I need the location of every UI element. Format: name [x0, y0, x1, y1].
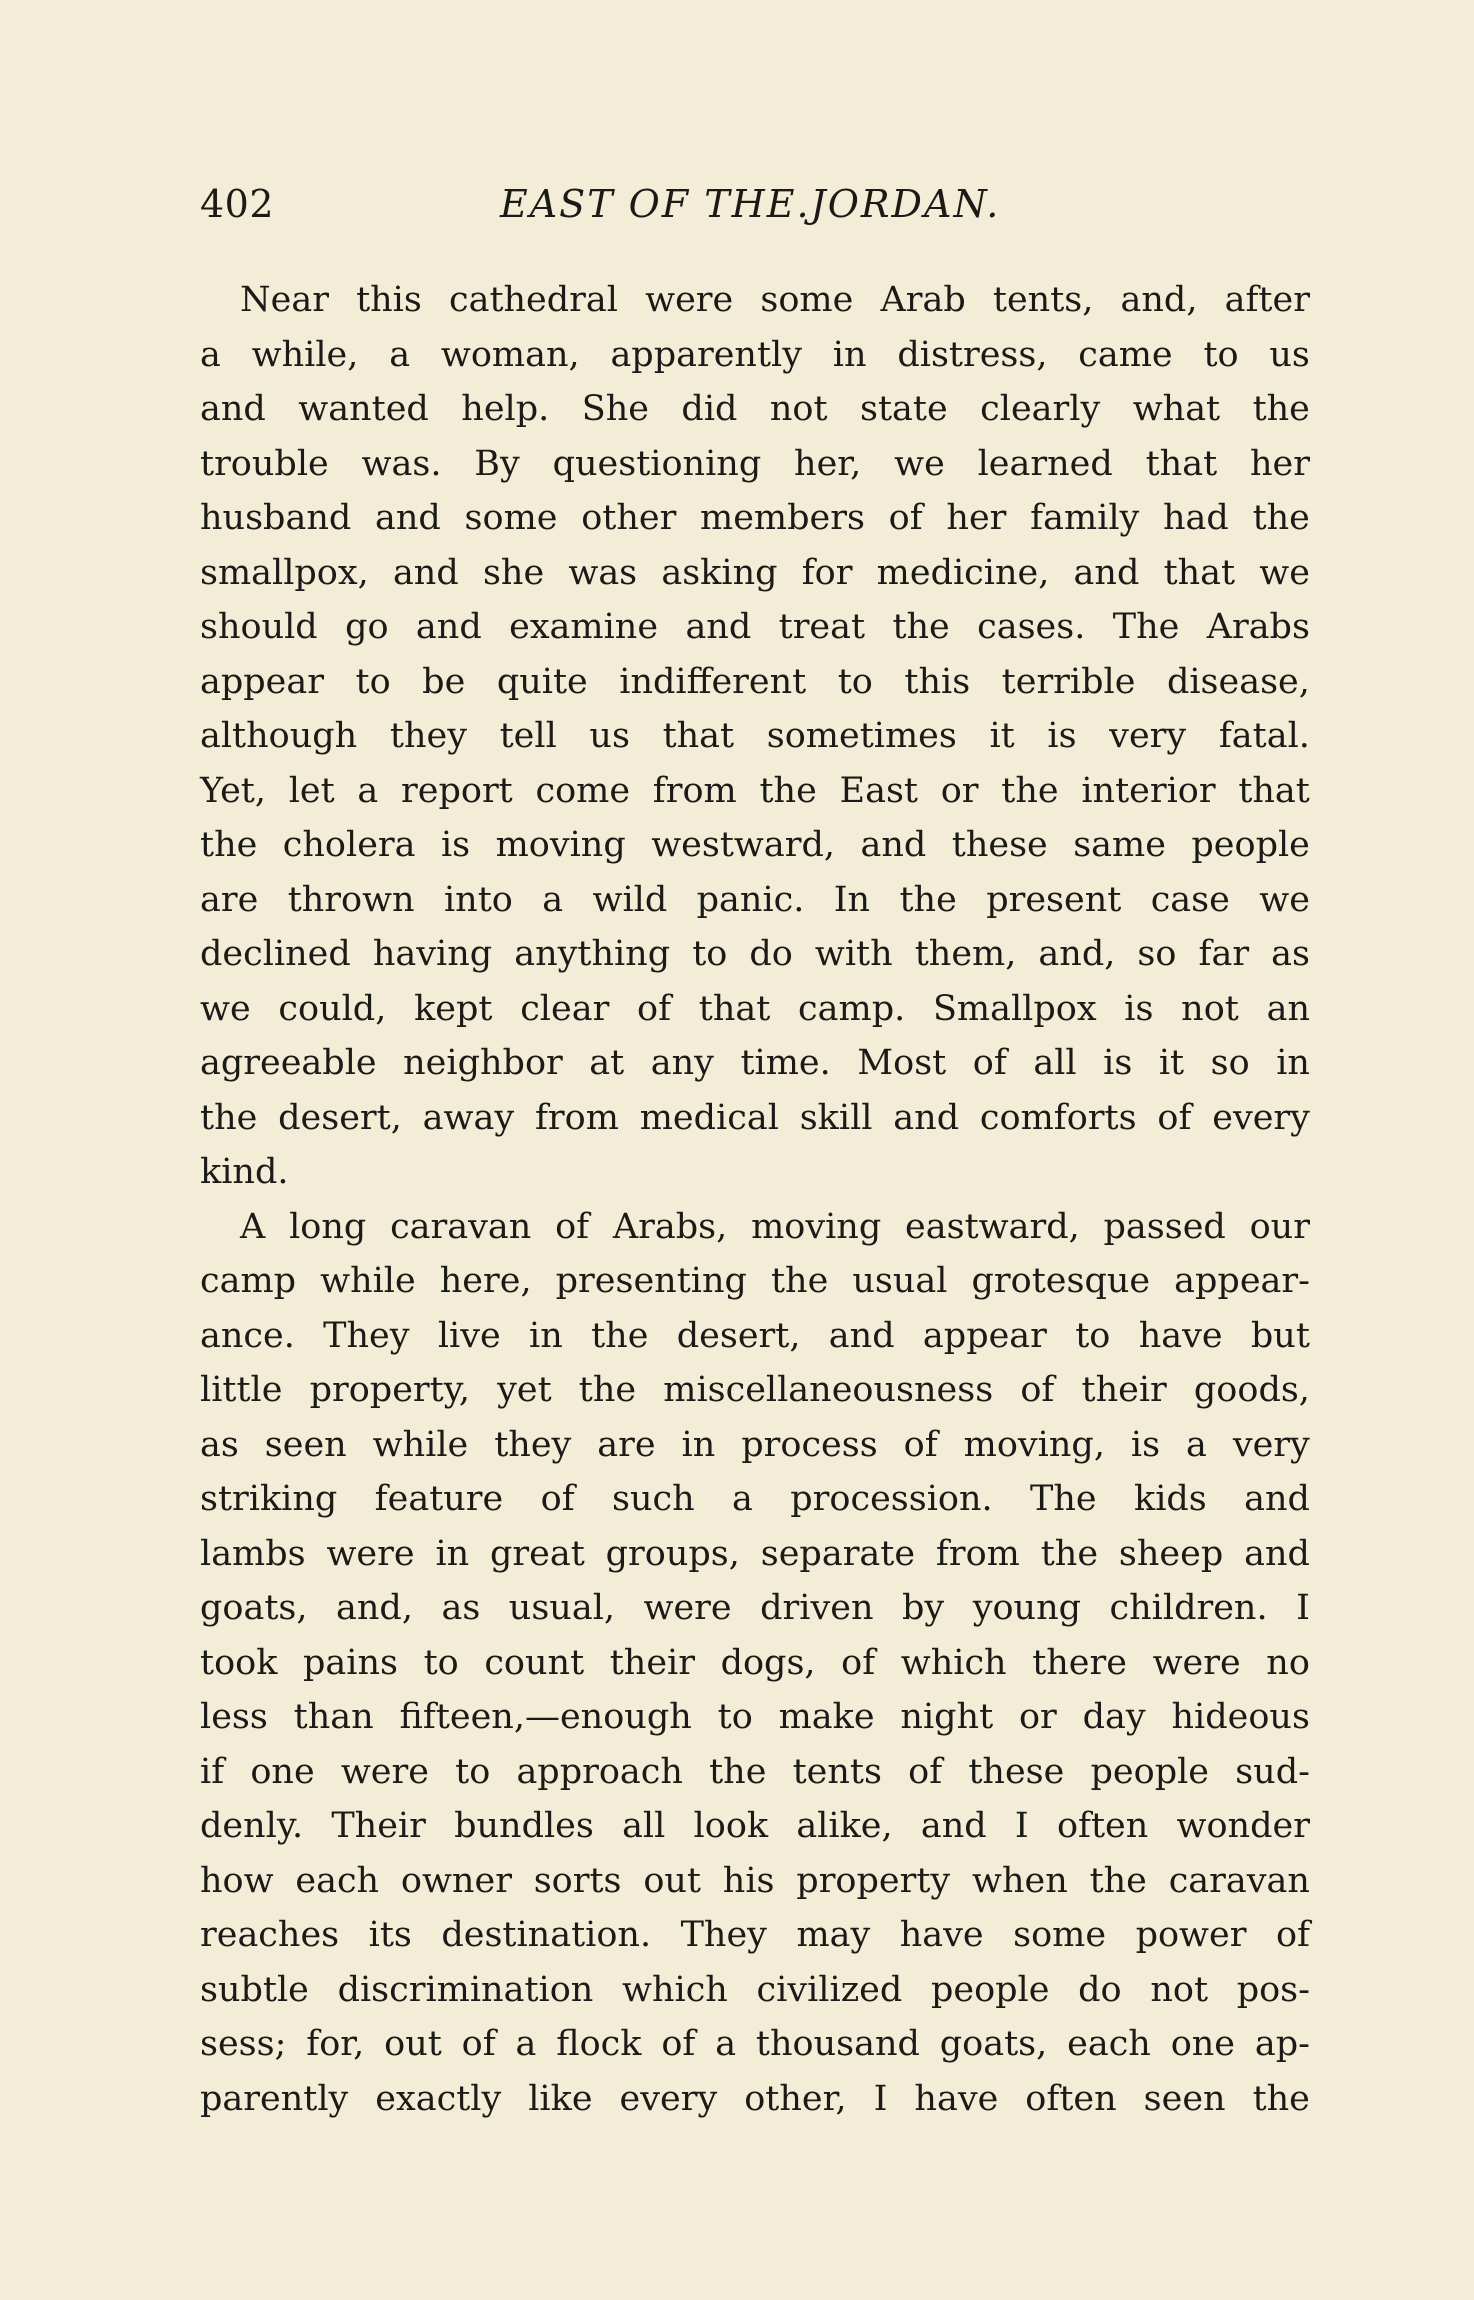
text-line: if one were to approach the tents of these people sud- [200, 1751, 1310, 1792]
page-number: 402 [200, 182, 275, 226]
text-line: and wanted help. She did not state clearly what the [200, 389, 1310, 429]
text-line: Yet, let a report come from the East or the interior that [200, 770, 1310, 811]
text-line: the cholera is moving westward, and these same people [200, 825, 1310, 865]
text-line: parently exactly like every other, I have often seen the [200, 2078, 1310, 2119]
text-line: lambs were in great groups, separate from the sheep and [200, 1533, 1310, 1574]
body-text [200, 273, 1310, 2126]
text-line: ance. They live in the desert, and appear to have but [200, 1315, 1310, 1356]
text-line: although they tell us that sometimes it is very fatal. [200, 716, 1310, 756]
text-line: trouble was. By questioning her, we learned that her [200, 443, 1310, 484]
page-header [200, 178, 1310, 230]
text-line: how each owner sorts out his property when the caravan [200, 1860, 1310, 1901]
text-line: took pains to count their dogs, of which there were no [200, 1642, 1310, 1683]
text-line: we could, kept clear of that camp. Smallpox is not an [200, 988, 1310, 1029]
text-line: smallpox, and she was asking for medicine, and that we [200, 552, 1310, 593]
text-line: camp while here, presenting the usual grotesque appear- [200, 1261, 1310, 1301]
text-line: agreeable neighbor at any time. Most of all is it so in [200, 1043, 1310, 1083]
text-line: a while, a woman, apparently in distress, came to us [200, 334, 1310, 375]
text-line: subtle discrimination which civilized people do not pos- [200, 1969, 1310, 2010]
text-line: kind. [200, 1152, 289, 1192]
text-line: little property, yet the miscellaneousness of their goods, [200, 1370, 1310, 1410]
text-line: reaches its destination. They may have some power of [200, 1915, 1310, 1955]
text-line: goats, and, as usual, were driven by young children. I [200, 1588, 1310, 1628]
text-line: Near this cathedral were some Arab tents, and, after [240, 280, 1310, 320]
text-line: denly. Their bundles all look alike, and I often wonder [200, 1806, 1310, 1846]
paragraph [200, 1200, 1310, 2127]
paragraph [200, 273, 1310, 1200]
text-line: husband and some other members of her family had the [200, 498, 1310, 538]
text-line: appear to be quite indifferent to this terrible disease, [200, 661, 1310, 702]
text-line: striking feature of such a procession. The kids and [200, 1479, 1310, 1519]
text-line: should go and examine and treat the cases. The Arabs [200, 607, 1310, 647]
text-line: are thrown into a wild panic. In the present case we [200, 879, 1310, 920]
text-line: sess; for, out of a flock of a thousand goats, each one ap- [200, 2024, 1310, 2064]
text-line: A long caravan of Arabs, moving eastward, passed our [240, 1206, 1310, 1247]
text-line: declined having anything to do with them, and, so far as [200, 934, 1310, 974]
running-title: EAST OF THE.JORDAN. [500, 182, 1001, 226]
text-line: less than fifteen,—enough to make night or day hideous [200, 1697, 1310, 1737]
text-line: the desert, away from medical skill and comforts of every [200, 1097, 1310, 1138]
text-line: as seen while they are in process of moving, is a very [200, 1424, 1310, 1465]
